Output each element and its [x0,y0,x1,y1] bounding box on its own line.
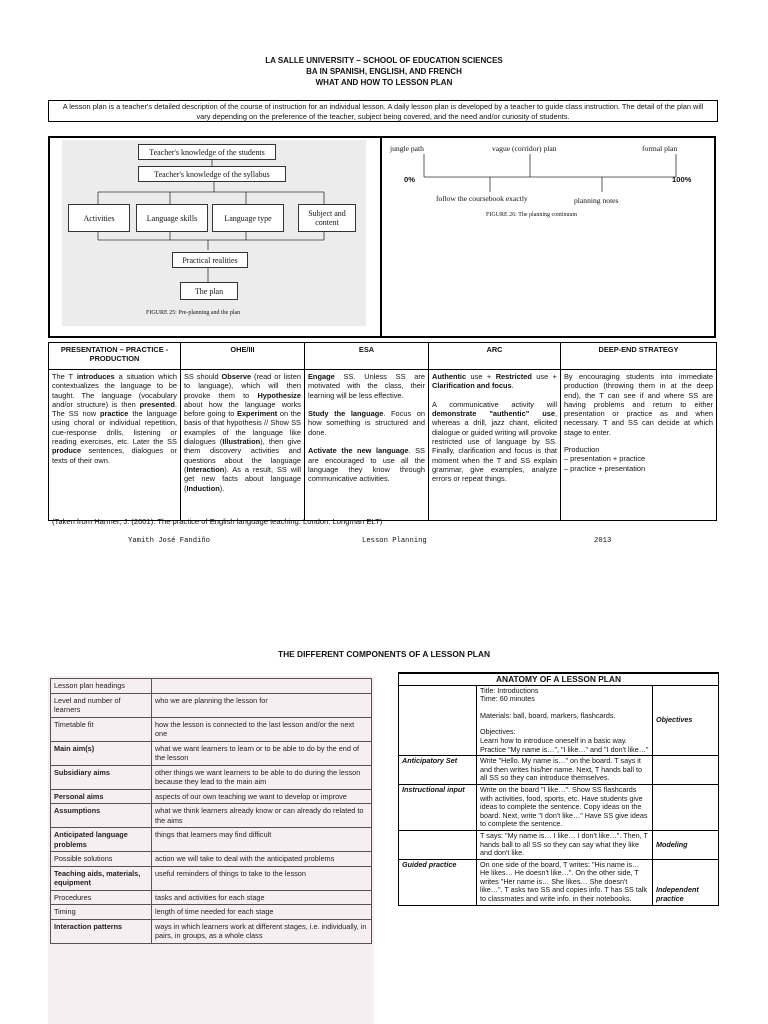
methods-table [48,342,717,521]
anatomy-modeling-text: T says: "My name is… I like… I don't like…". Then, T hands ball to all SS so they can say what they like and don't like. [477,830,653,859]
anatomy-label-empty [399,830,477,859]
component-name: Possible solutions [51,852,152,867]
label-0-percent: 0% [404,175,415,184]
lesson-time: Time: 60 minutes [480,694,535,704]
lesson-materials: Materials: ball, board, markers, flashcards. [480,710,616,720]
figure-pre-planning [62,140,366,326]
table-row [51,679,372,694]
deep-end-option-2: – practice + presentation [564,463,646,473]
box-practical-realities: Practical realities [172,252,248,268]
component-desc: ways in which learners work at different stages, i.e. individually, in pairs, in groups, as a whole class [152,919,372,943]
objective-2: Practice "My name is…", "I like…" and "I don't like…" [480,744,649,754]
component-name: Anticipated language problems [51,828,152,852]
label-follow-coursebook: follow the coursebook exactly [436,194,528,203]
box-subject-content: Subject and content [298,204,356,232]
box-the-plan: The plan [180,282,238,300]
component-name: Timing [51,905,152,920]
lesson-title: Title: Introductions [480,685,539,695]
box-language-type: Language type [212,204,284,232]
objectives-heading: Objectives: [480,727,516,737]
component-name: Level and number of learners [51,693,152,717]
label-vague-plan: vague (corridor) plan [492,144,557,153]
component-desc: other things we want learners to be able to do during the lesson because they lead to the main aim [152,765,372,789]
table-row [51,905,372,920]
continuum-line [388,140,708,240]
footer-author: Yamith José Fandiño [128,537,210,545]
deep-end-production: Production [564,445,600,455]
component-desc: length of time needed for each stage [152,905,372,920]
component-name: Timetable fit [51,717,152,741]
component-desc: things that learners may find difficult [152,828,372,852]
component-name: Personal aims [51,789,152,804]
component-desc [152,679,372,694]
cell-ppp: The T introduces a situation which contextualizes the language to be taught. The language (vocabulary and/or structure) is then presented. The SS now practice the language using choral or individual repetition, cue-response drills, listening or reading exercises, etc. Later the SS produce sentences, dialogues or texts of their own. [49,370,181,521]
anatomy-label-instructional: Instructional input [399,784,477,830]
component-desc: how the lesson is connected to the last lesson and/or the next one [152,717,372,741]
header-arc: ARC [429,343,561,370]
university-title: LA SALLE UNIVERSITY – SCHOOL OF EDUCATION SCIENCES [265,56,503,65]
anatomy-side-empty [653,756,719,785]
component-desc: action we will take to deal with the anticipated problems [152,852,372,867]
footer-title: Lesson Planning [362,537,427,545]
anatomy-side-objectives: Objectives [653,685,719,756]
components-table-image [48,676,374,1024]
table-row [51,852,372,867]
cell-deep-end [561,370,717,521]
component-desc: who we are planning the lesson for [152,693,372,717]
anatomy-instructional-text: Write on the board "I like…". Show SS flashcards with activities, food, sports, etc. Have students give ideas to complete the sentence. Copy ideas on the board. Next, write "I don't like…" Have SS give ideas to complete the sentence. [477,784,653,830]
components-title: THE DIFFERENT COMPONENTS OF A LESSON PLAN [277,649,490,659]
component-name: Procedures [51,890,152,905]
objective-1: Learn how to introduce oneself in a basic way. [480,735,627,745]
anatomy-label-anticipatory: Anticipatory Set [399,756,477,785]
header-ohe: OHE/III [181,343,305,370]
component-desc: tasks and activities for each stage [152,890,372,905]
intro-paragraph: A lesson plan is a teacher's detailed description of the course of instruction for an individual lesson. A daily lesson plan is developed by a teacher to guide class instruction. The detail of the plan will vary depending on the preference of the teacher, subject being covered, and the need and/or curiosity of students. [48,100,718,122]
program-title: BA IN SPANISH, ENGLISH, AND FRENCH [306,67,462,76]
cell-arc: Authentic use + Restricted use + Clarification and focus. A communicative activity will demonstrate "authentic" use, whereas a drill, jazz chant, elicited dialogue or guided writing will provoke restricted use of language by SS. Finally, clarification and focus is that moment when the T and SS explain grammar, give examples, analyze errors or repeat things. [429,370,561,521]
anatomy-guided-text: On one side of the board, T writes: "His name is… He likes… He doesn't like…". On the other side, T writes "Her name is… She likes… She doesn't like…". T asks two SS and copies info. T has SS talk to classmates and write info. in their notebooks. [477,859,653,905]
anatomy-anticipatory-text: Write "Hello. My name is…" on the board. T says it and then writes his/her name. Next, T hands ball to all SS so they can introduce themselves. [477,756,653,785]
table-row [51,866,372,890]
anatomy-label-empty [399,685,477,756]
label-planning-notes: planning notes [574,196,619,205]
label-100-percent: 100% [672,175,692,184]
anatomy-table [398,672,719,906]
component-name: Interaction patterns [51,919,152,943]
deep-end-option-1: – presentation + practice [564,454,646,464]
component-desc: what we want learners to learn or to be able to do by the end of the lesson [152,741,372,765]
components-table [50,678,372,944]
figure25-caption: FIGURE 25: Pre-planning and the plan [146,310,241,316]
document-title: WHAT AND HOW TO LESSON PLAN [315,78,453,87]
anatomy-objectives-cell [477,685,653,756]
component-name: Main aim(s) [51,741,152,765]
citation: (Taken from Harmer, J. (2001). The practice of English language teaching. London: Longman ELT) [52,517,383,526]
header-ppp: PRESENTATION – PRACTICE - PRODUCTION [49,343,181,370]
header-esa: ESA [305,343,429,370]
figure26-caption: FIGURE 26: The planning continuum [486,212,578,218]
figure-divider [380,136,382,338]
component-name: Assumptions [51,804,152,828]
cell-esa: Engage SS. Unless SS are motivated with the class, their learning will be less effective. Study the language. Focus on how something is structured and done. Activate the new language. SS are encouraged to use all the language they know through communicative activities. [305,370,429,521]
component-desc: what we think learners already know or can already do related to the aims [152,804,372,828]
anatomy-label-guided: Guided practice [399,859,477,905]
table-row [51,919,372,943]
box-activities: Activities [68,204,130,232]
cell-ohe: SS should Observe (read or listen to language), which will then provoke them to Hypothesize about how the language works before going to Experiment on the basis of that hypothesis // Show SS examples of the language like dialogues (Illustration), then give them discovery activities and questions about the language (Interaction). As a result, SS will get new facts about language (Induction). [181,370,305,521]
header-deep-end: DEEP-END STRATEGY [561,343,717,370]
box-language-skills: Language skills [136,204,208,232]
label-formal-plan: formal plan [642,144,678,153]
table-row [51,789,372,804]
table-row [51,765,372,789]
anatomy-title: ANATOMY OF A LESSON PLAN [399,673,719,685]
table-row [51,804,372,828]
component-name: Subsidiary aims [51,765,152,789]
table-row [51,828,372,852]
table-row [51,693,372,717]
anatomy-side-empty [653,784,719,830]
box-syllabus-knowledge: Teacher's knowledge of the syllabus [138,166,286,182]
table-row [51,717,372,741]
component-desc: useful reminders of things to take to the lesson [152,866,372,890]
label-jungle-path: jungle path [390,144,424,153]
figure-planning-continuum [388,140,708,240]
anatomy-side-independent: Independent practice [653,859,719,905]
component-name: Teaching aids, materials, equipment [51,866,152,890]
table-row [51,890,372,905]
anatomy-side-modeling: Modeling [653,830,719,859]
footer-year: 2013 [594,537,612,545]
box-students-knowledge: Teacher's knowledge of the students [138,144,276,160]
component-desc: aspects of our own teaching we want to develop or improve [152,789,372,804]
table-row [51,741,372,765]
component-name: Lesson plan headings [51,679,152,694]
deep-end-text: By encouraging students into immediate production (throwing them in at the deep end), the T can see if and where SS are having problems and return to either presentation or practice as and when necessary. T and SS can decide at which stage to enter. [564,372,713,437]
